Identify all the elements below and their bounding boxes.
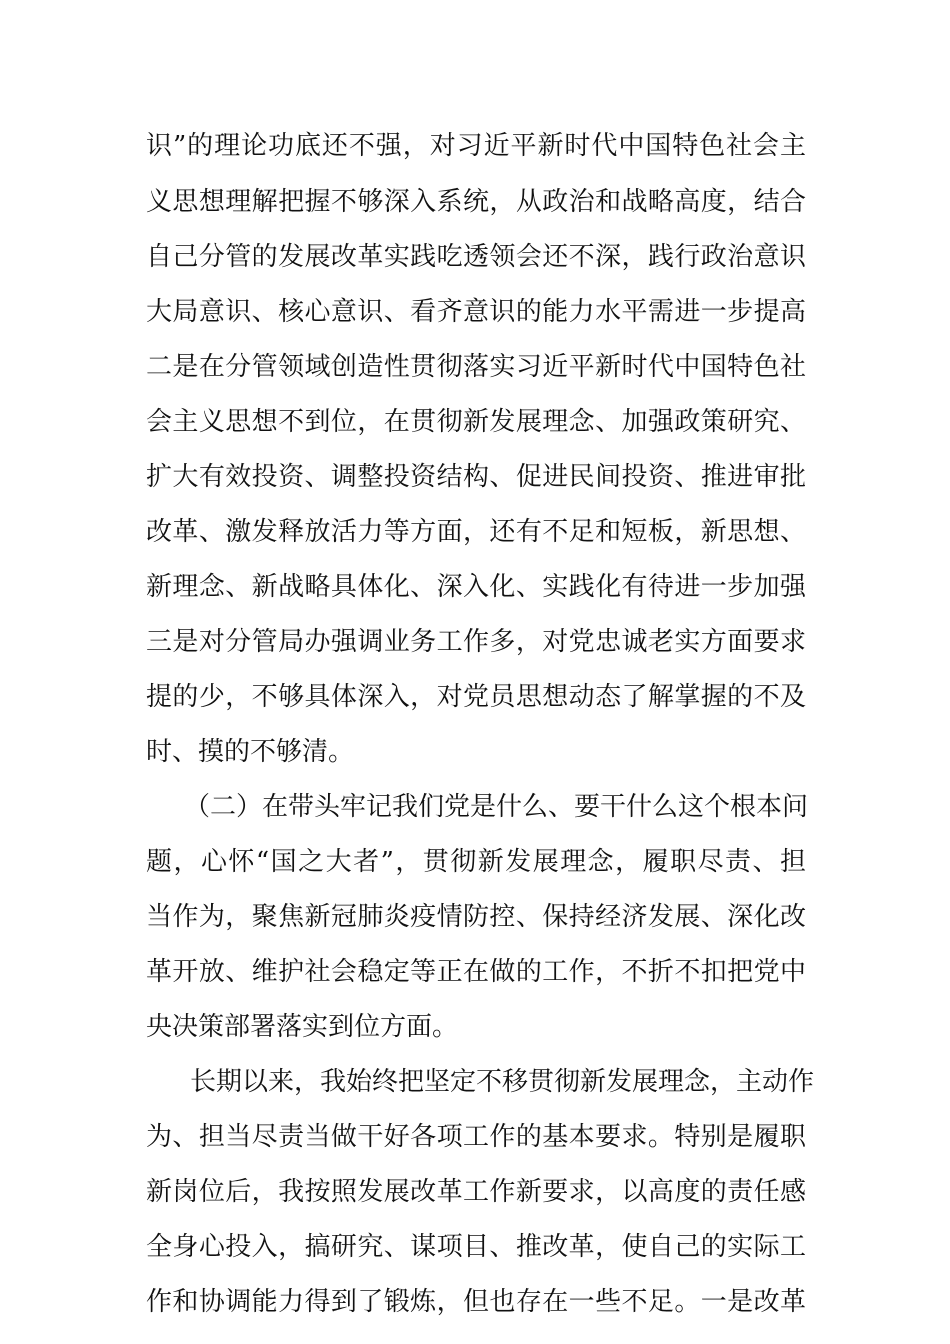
text-line: 扩大有效投资、调整投资结构、促进民间投资、推进审批: [146, 462, 806, 492]
text-line: 二是在分管领域创造性贯彻落实习近平新时代中国特色社: [146, 352, 806, 382]
text-line: 识”的理论功底还不强，对习近平新时代中国特色社会主: [146, 131, 806, 161]
text-line: 大局意识、核心意识、看齐意识的能力水平需进一步提高: [146, 297, 806, 327]
text-line: 时、摸的不够清。: [146, 737, 355, 767]
text-line: 央决策部署落实到位方面。: [146, 1012, 459, 1042]
text-line: 自己分管的发展改革实践吃透领会还不深，践行政治意识: [146, 242, 806, 272]
text-line: 新岗位后，我按照发展改革工作新要求，以高度的责任感: [146, 1177, 806, 1207]
text-line: 义思想理解把握不够深入系统，从政治和战略高度，结合: [146, 187, 806, 217]
text-line: 作和协调能力得到了锻炼，但也存在一些不足。一是改革: [146, 1287, 806, 1317]
text-line: 题，心怀“国之大者”，贯彻新发展理念，履职尽责、担: [146, 847, 806, 877]
text-line: 提的少，不够具体深入，对党员思想动态了解掌握的不及: [146, 682, 806, 712]
section-heading: （二）在带头牢记我们党是什么、要干什么这个根本问: [184, 792, 809, 822]
text-line: 全身心投入，搞研究、谋项目、推改革，使自己的实际工: [146, 1232, 806, 1262]
text-line: 改革、激发释放活力等方面，还有不足和短板，新思想、: [146, 517, 806, 547]
text-line: 三是对分管局办强调业务工作多，对党忠诚老实方面要求: [146, 627, 806, 657]
text-line: 会主义思想不到位，在贯彻新发展理念、加强政策研究、: [146, 407, 806, 437]
paragraph-start: 长期以来，我始终把坚定不移贯彻新发展理念，主动作: [190, 1067, 815, 1097]
text-line: 当作为，聚焦新冠肺炎疫情防控、保持经济发展、深化改: [146, 902, 806, 932]
text-line: 为、担当尽责当做干好各项工作的基本要求。特别是履职: [146, 1122, 806, 1152]
text-line: 新理念、新战略具体化、深入化、实践化有待进一步加强: [146, 572, 806, 602]
text-line: 革开放、维护社会稳定等正在做的工作，不折不扣把党中: [146, 957, 806, 987]
